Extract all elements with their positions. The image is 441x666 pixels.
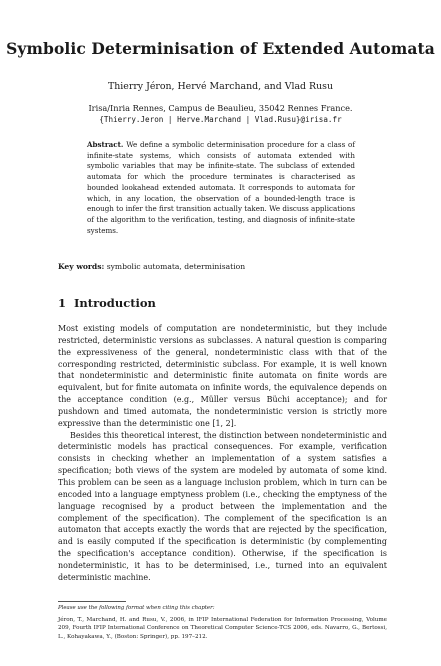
keywords [58, 262, 388, 271]
body-text [58, 323, 387, 584]
section-title: Introduction [74, 296, 156, 310]
keywords-label: Key words: [58, 262, 105, 271]
section-heading [58, 296, 156, 310]
citation-text: Jéron, T., Marchand, H. and Rusu, V., 2006, in IFIP International Federation for Information Processing, Volume 209, Fourth IFIP International Conference on Theoretical Computer Science-TCS 2006, eds. Navarro, G., Bertossi, L., Kohayakawa, Y., (Boston: Springer), pp. 197–212. [58, 617, 387, 640]
body-paragraph-1: Most existing models of computation are nondeterministic, but they include restricted, deterministic versions as subclasses. A natural question is comparing the expressiveness of the general, nondeterministic class with that of the corresponding restricted, deterministic subclass. For example, it is well known that nondeterministic and deterministic finite automata on finite words are equivalent, but for finite automata on infinite words, the equivalence depends on the acceptance condition (e.g., Müller versus Büchi acceptance); and for pushdown and timed automata, the nondeterministic version is strictly more expressive than the deterministic one [1, 2]. [58, 324, 387, 428]
citation-notice: Please use the following format when citing this chapter: [58, 605, 215, 611]
author-emails: {Thierry.Jeron | Herve.Marchand | Vlad.Rusu}@irisa.fr [99, 115, 342, 124]
keywords-text: symbolic automata, determinisation [106, 262, 246, 271]
section-number: 1 [58, 296, 67, 310]
body-paragraph-2: Besides this theoretical interest, the distinction between nondeterministic and deterministic models has practical consequences. For example, verification consists in checking whether an implementation of a system satisfies a specification; both views of the system are modeled by automata of some kind. This problem can be seen as a language inclusion problem, which in turn can be encoded into a language emptyness problem (i.e., checking the emptyness of the language recognised by a product between the implementation and the complement of the specification). The complement of the specification is an automaton that accepts exactly the words that are rejected by the specification, and is easily computed if the specification is deterministic (by complementing the specification's acceptance condition). Otherwise, if the specification is nondeterministic, it has to be determinised, i.e., turned into an equivalent deterministic machine. [58, 430, 387, 582]
author-list: Thierry Jéron, Hervé Marchand, and Vlad Rusu [108, 81, 333, 92]
footnote-divider [58, 601, 126, 602]
affiliation [0, 103, 441, 125]
affiliation-address: Irisa/Inria Rennes, Campus de Beaulieu, 35042 Rennes France. [88, 103, 353, 113]
paper-title: Symbolic Determinisation of Extended Automata [6, 39, 435, 58]
abstract [87, 140, 355, 236]
abstract-label: Abstract. [87, 140, 124, 149]
abstract-text: We define a symbolic determinisation procedure for a class of infinite-state systems, which consists of automata extended with symbolic variables that may be infinite-state. The subclass of extended automata for which the procedure terminates is characterised as bounded lookahead extended automata. It corresponds to automata for which, in any location, the observation of a bounded-length trace is enough to infer the first transition actually taken. We discuss applications of the algorithm to the verification, testing, and diagnosis of infinite-state systems. [87, 140, 355, 235]
